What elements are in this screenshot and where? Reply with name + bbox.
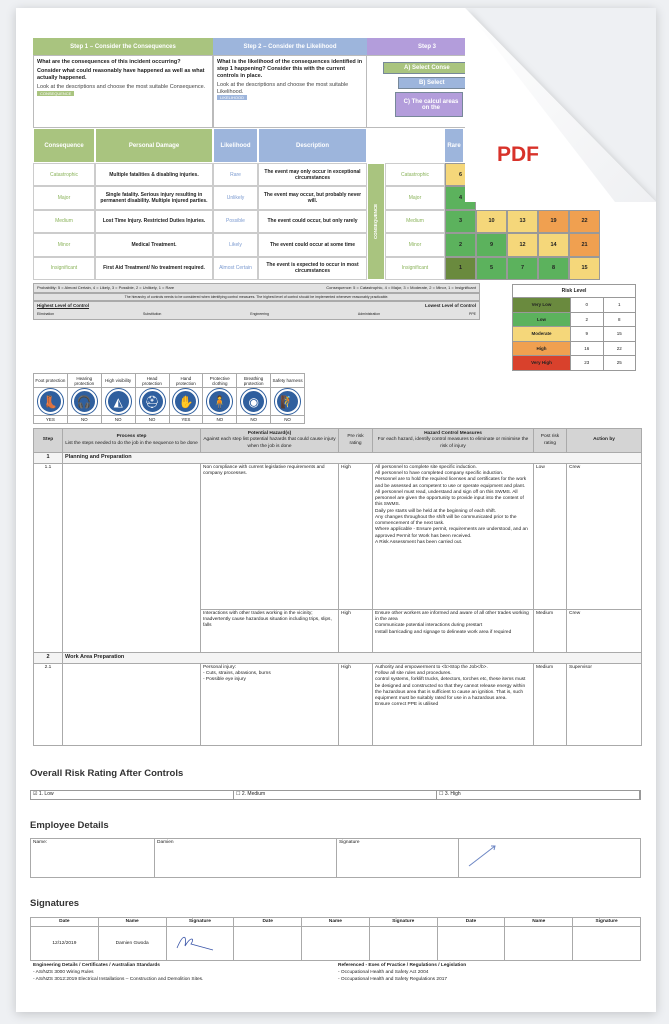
- matrix-cell: 7: [507, 257, 538, 280]
- risk-level-min: 16: [571, 341, 604, 356]
- matrix-cell: 9: [476, 233, 507, 256]
- risk-row-likelihood: Unlikely: [213, 186, 258, 209]
- ppe-required[interactable]: NO: [271, 416, 305, 424]
- risk-level-max: 15: [603, 327, 636, 342]
- risk-row-damage: Single fatality. Serious injury resulting in permanent disability. Multiple injured parties.: [95, 186, 213, 209]
- row-hazard: Personal injury: - Cuts, strains, abrasions, burns - Possible eye injury: [201, 664, 339, 746]
- step3-c: C) The calcul areas on the: [395, 92, 463, 117]
- risk-row-consequence: Catastrophic: [33, 163, 95, 186]
- sig-header: Date: [437, 918, 505, 927]
- ppe-required[interactable]: YES: [34, 416, 68, 424]
- risk-row-consequence: Minor: [385, 233, 445, 256]
- risk-option-label: 1. Low: [38, 791, 54, 797]
- signature-scribble-icon: [169, 928, 219, 956]
- risk-row-likelihood: Possible: [213, 210, 258, 233]
- sig-header: Signature: [166, 918, 234, 927]
- col-control: Hazard Control Measures For each hazard, identify control measures to eliminate or minimise the risk of injury: [373, 429, 534, 453]
- matrix-cell: 13: [507, 210, 538, 233]
- row-process[interactable]: [63, 464, 201, 653]
- risk-option[interactable]: [437, 791, 640, 799]
- overall-risk-title: Overall Risk Rating After Controls: [30, 768, 184, 779]
- lowest-control: Lowest Level of Control: [424, 303, 476, 308]
- risk-row-likelihood: Rare: [213, 163, 258, 186]
- hierarchy-level: Substitution: [143, 312, 162, 316]
- risk-row-description: The event could occur at some time: [258, 233, 367, 256]
- damage-col-header: Personal Damage: [95, 128, 213, 163]
- ppe-label: Protective clothing: [203, 374, 237, 388]
- risk-level-min: 2: [571, 312, 604, 327]
- row-process[interactable]: [63, 664, 201, 746]
- step2-tag[interactable]: LIKELIHOOD: [217, 95, 247, 100]
- matrix-col-header: Rare: [444, 128, 464, 163]
- hardhat-icon: ⛑: [140, 389, 165, 414]
- step1-hint: Look at the descriptions and choose the most suitable Consequence.: [37, 83, 206, 90]
- risk-row-consequence: Major: [33, 186, 95, 209]
- ppe-required[interactable]: NO: [135, 416, 169, 424]
- matrix-cell: 3: [445, 210, 476, 233]
- risk-level-title: Risk Level: [513, 285, 636, 298]
- signatures-title: Signatures: [30, 898, 80, 909]
- risk-row-consequence: Major: [385, 186, 445, 209]
- risk-row-damage: Medical Treatment.: [95, 233, 213, 256]
- hierarchy-level: PPE: [468, 312, 476, 316]
- respirator-icon: ◉: [241, 389, 266, 414]
- row-pre: High: [339, 610, 373, 653]
- ppe-icon-cell: [101, 388, 135, 416]
- risk-level-name: Very High: [513, 356, 571, 371]
- ppe-label: Foot protection: [34, 374, 68, 388]
- risk-level-max: 8: [603, 312, 636, 327]
- ppe-icon-cell: [135, 388, 169, 416]
- row-hazard: Interactions with other trades working in the vicinity; Inadvertently cause hazardous situation including trips, slips, falls: [201, 610, 339, 653]
- ppe-label: High visibility: [101, 374, 135, 388]
- description-col-header: Description: [258, 128, 367, 163]
- row-post: Medium: [534, 664, 567, 746]
- section-title: Work Area Preparation: [63, 653, 642, 664]
- ppe-label: Breathing protection: [237, 374, 271, 388]
- ppe-required[interactable]: NO: [101, 416, 135, 424]
- risk-level-name: High: [513, 341, 571, 356]
- hierarchy-level: Administration: [357, 312, 381, 316]
- coverall-icon: 🧍: [207, 389, 232, 414]
- risk-row-damage: Multiple fatalities & disabling injuries.: [95, 163, 213, 186]
- risk-row-likelihood: Almost Certain: [213, 257, 258, 280]
- vest-icon: ◭: [106, 389, 131, 414]
- ppe-required[interactable]: NO: [237, 416, 271, 424]
- risk-row-description: The event could occur, but only rarely: [258, 210, 367, 233]
- step2-question: What is the likelihood of the consequences identified in step 1 happening? Consider this with the current controls in place.: [217, 59, 363, 79]
- row-control: Authority and empowerment to <b>Stop the Job</b>. Follow all site rules and procedures. control systems, forklift trucks, detectors, torches etc, these items must be designed and constructed so that they cannot release energy within the hazardous area that is sufficient to cause an ignition. That is, such equipment must be suitably rated for use in a hazardous area. Ensure correct PPE is utilised: [373, 664, 534, 746]
- signatures-table: [30, 917, 641, 961]
- matrix-cell: 12: [507, 233, 538, 256]
- step1-header: Step 1 – Consider the Consequences: [33, 38, 213, 55]
- likelihood-col-header: Likelihood: [213, 128, 258, 163]
- row-control: Ensure other workers are informed and aware of all other trades working in the area Communicate potential interactions during prestart Install barricading and signage to delineate work area if required: [373, 610, 534, 653]
- matrix-cell: 10: [476, 210, 507, 233]
- step2-hint: Look at the descriptions and choose the most suitable Likelihood.: [217, 81, 349, 95]
- row-step: 2.1: [34, 664, 63, 746]
- risk-row-description: The event may occur, but probably never will.: [258, 186, 367, 209]
- sig-date[interactable]: 12/12/2019: [31, 927, 99, 961]
- matrix-cell: 2: [445, 233, 476, 256]
- hierarchy-level: Engineering: [250, 312, 269, 316]
- col-action: Action by: [567, 429, 642, 453]
- name-label: Name:: [31, 839, 155, 878]
- page-curl: [465, 8, 656, 202]
- matrix-cell: 5: [476, 257, 507, 280]
- checkbox[interactable]: ☑: [33, 791, 38, 797]
- footer-left-title: Engineering Details / Certificates / Australian Standards: [33, 963, 160, 968]
- employee-title: Employee Details: [30, 820, 109, 831]
- footer-left: [33, 962, 203, 984]
- matrix-cell: 19: [538, 210, 569, 233]
- section-number: 2: [34, 653, 63, 664]
- hierarchy-note: The hierarchy of controls needs to be considered when identifying control measures. The highest level of control should be implemented whenever reasonably practicable.: [33, 293, 480, 301]
- sig-header: Signature: [573, 918, 641, 927]
- row-pre: High: [339, 664, 373, 746]
- row-post: Medium: [534, 610, 567, 653]
- employee-signature[interactable]: [459, 839, 641, 878]
- sig-header: Name: [505, 918, 573, 927]
- footer-right: [338, 962, 466, 984]
- probability-scale: Probability: 5 = Almost Certain, 4 = Likely, 3 = Possible, 2 = Unlikely, 1 = Rare: [37, 285, 175, 290]
- ppe-icon-cell: [169, 388, 203, 416]
- footer-right-title: Referenced - Exes of Practice / Regulations / Legislation: [338, 963, 467, 968]
- matrix-cell: 8: [538, 257, 569, 280]
- col-pre: Pre risk rating: [339, 429, 373, 453]
- risk-level-table: [512, 284, 636, 371]
- matrix-cell: 21: [569, 233, 600, 256]
- ppe-icon-cell: [34, 388, 68, 416]
- ppe-icon-cell: [271, 388, 305, 416]
- risk-row-consequence: Medium: [385, 210, 445, 233]
- row-step: 1.1: [34, 464, 63, 653]
- hierarchy-bar: [33, 301, 480, 320]
- risk-row-consequence: Catastrophic: [385, 163, 445, 186]
- risk-row-description: The event may only occur in exceptional circumstances: [258, 163, 367, 186]
- risk-row-description: The event is expected to occur in most circumstances: [258, 257, 367, 280]
- risk-level-min: 0: [571, 298, 604, 313]
- risk-level-min: 23: [571, 356, 604, 371]
- row-action: Supervisor: [567, 664, 642, 746]
- ppe-label: Safety harness: [271, 374, 305, 388]
- ppe-icon-cell: [237, 388, 271, 416]
- ppe-required[interactable]: NO: [67, 416, 101, 424]
- section-title: Planning and Preparation: [63, 453, 642, 464]
- section-number: 1: [34, 453, 63, 464]
- step2-box: [213, 55, 367, 128]
- col-step: Step: [34, 429, 63, 453]
- sig-header: Name: [302, 918, 370, 927]
- risk-level-name: Low: [513, 312, 571, 327]
- row-control: All personnel to complete site specific induction. All personnel to have completed company specific induction. Personnel are to hold the required licenses and certificates for the work and be assessed as competent to use or operate equipment and plant. All personnel must read, understand and sign off on this SWMS. All personnel are given the opportunity to provide input into the content of this SWMS. Daily pre starts will be held at the beginning of each shift. Any changes throughout the shift will be communicated prior to the commencement of the next task. Where applicable - Ensure permit, requirements are understood, and an approved Permit for Work has been received. A Risk Assessment has been carried out.: [373, 464, 534, 610]
- risk-row-damage: Lost Time Injury. Restricted Duties Injuries.: [95, 210, 213, 233]
- risk-row-likelihood: Likely: [213, 233, 258, 256]
- matrix-consequence-label: [367, 163, 385, 280]
- footer-left-line: - AS/NZS 3000 Wiring Rules: [33, 970, 94, 976]
- risk-level-min: 9: [571, 327, 604, 342]
- risk-row-consequence: Minor: [33, 233, 95, 256]
- footer-right-line: - Occupational Health and Safety Act 2004: [338, 970, 429, 976]
- matrix-cell: 15: [569, 257, 600, 280]
- earmuffs-icon: 🎧: [72, 389, 97, 414]
- checkbox[interactable]: ☐: [236, 791, 241, 797]
- step2-header: Step 2 – Consider the Likelihood: [213, 38, 367, 55]
- glove-icon: ✋: [173, 389, 198, 414]
- consequence-scale: Consequence: 5 = Catastrophic, 4 = Major, 3 = Moderate, 2 = Minor, 1 = Insignificant: [326, 285, 476, 290]
- matrix-consequence-text: CONSEQUENCE: [373, 203, 379, 240]
- risk-row-consequence: Medium: [33, 210, 95, 233]
- ppe-table: [33, 373, 305, 424]
- ppe-label: Hearing protection: [67, 374, 101, 388]
- ppe-icon-cell: [67, 388, 101, 416]
- row-pre: High: [339, 464, 373, 610]
- step3-a: A) Select Conse: [383, 62, 493, 74]
- step3-header: Step 3: [367, 38, 487, 55]
- matrix-cell: 1: [445, 257, 476, 280]
- sig-header: Signature: [369, 918, 437, 927]
- employee-table: [30, 838, 641, 878]
- risk-level-max: 25: [603, 356, 636, 371]
- footer-right-line: - Occupational Health and Safety Regulations 2017: [338, 977, 448, 983]
- signature-mark-icon: [461, 840, 521, 870]
- sig-name[interactable]: Damien Gwoda: [98, 927, 166, 961]
- risk-option[interactable]: [31, 791, 234, 799]
- step1-box: [33, 55, 213, 128]
- sig-header: Name: [98, 918, 166, 927]
- col-hazard: Potential Hazard(s) Against each step list potential hazards that could cause injury when the job is done: [201, 429, 339, 453]
- row-action: Crew: [567, 464, 642, 610]
- col-post: Post risk rating: [534, 429, 567, 453]
- ppe-required[interactable]: NO: [203, 416, 237, 424]
- ppe-label: Hand protection: [169, 374, 203, 388]
- checkbox[interactable]: ☐: [439, 791, 444, 797]
- step3-b: B) Select: [398, 77, 493, 89]
- consequence-col-header: Consequence: [33, 128, 95, 163]
- risk-level-max: 1: [603, 298, 636, 313]
- harness-icon: 🧗: [275, 389, 300, 414]
- row-post: Low: [534, 464, 567, 610]
- hazard-table: [33, 428, 642, 746]
- ppe-required[interactable]: YES: [169, 416, 203, 424]
- step1-question: What are the consequences of this incident occurring?: [37, 59, 181, 65]
- row-action: Crew: [567, 610, 642, 653]
- step1-question2: Consider what could reasonably have happened as well as what actually happened.: [37, 67, 205, 81]
- risk-option-label: 2. Medium: [241, 791, 266, 797]
- matrix-cell: 4: [445, 186, 476, 209]
- sig-signature[interactable]: [166, 927, 234, 961]
- risk-option[interactable]: [234, 791, 437, 799]
- risk-level-name: Very Low: [513, 298, 571, 313]
- sig-header: Date: [234, 918, 302, 927]
- row-hazard: Non compliance with current legislative requirements and company processes.: [201, 464, 339, 610]
- matrix-cell: 22: [569, 210, 600, 233]
- pdf-badge: PDF: [497, 143, 539, 166]
- risk-row-consequence: Insignificant: [385, 257, 445, 280]
- step1-tag[interactable]: CONSEQUENCE: [37, 91, 74, 96]
- risk-option-label: 3. High: [444, 791, 461, 797]
- footer-left-line: - AS/NZS 3012:2019 Electrical Installations – Construction and Demolition Sites.: [33, 977, 204, 983]
- sig-header: Date: [31, 918, 99, 927]
- overall-risk-options: [30, 790, 641, 800]
- scale-strip: [33, 283, 480, 293]
- boot-icon: 👢: [38, 389, 63, 414]
- ppe-label: Head protection: [135, 374, 169, 388]
- matrix-cell: 14: [538, 233, 569, 256]
- hierarchy-level: Elimination: [37, 312, 55, 316]
- col-process: Process step List the steps needed to do the job in the sequence to be done: [63, 429, 201, 453]
- signature-label: Signature: [337, 839, 459, 878]
- name-value[interactable]: Damien: [155, 839, 337, 878]
- ppe-icon-cell: [203, 388, 237, 416]
- risk-row-consequence: Insignificant: [33, 257, 95, 280]
- risk-level-name: Moderate: [513, 327, 571, 342]
- risk-level-max: 22: [603, 341, 636, 356]
- highest-control: Highest Level of Control: [37, 303, 90, 308]
- risk-row-damage: First Aid Treatment/ No treatment required.: [95, 257, 213, 280]
- matrix-cell: 6: [445, 163, 476, 186]
